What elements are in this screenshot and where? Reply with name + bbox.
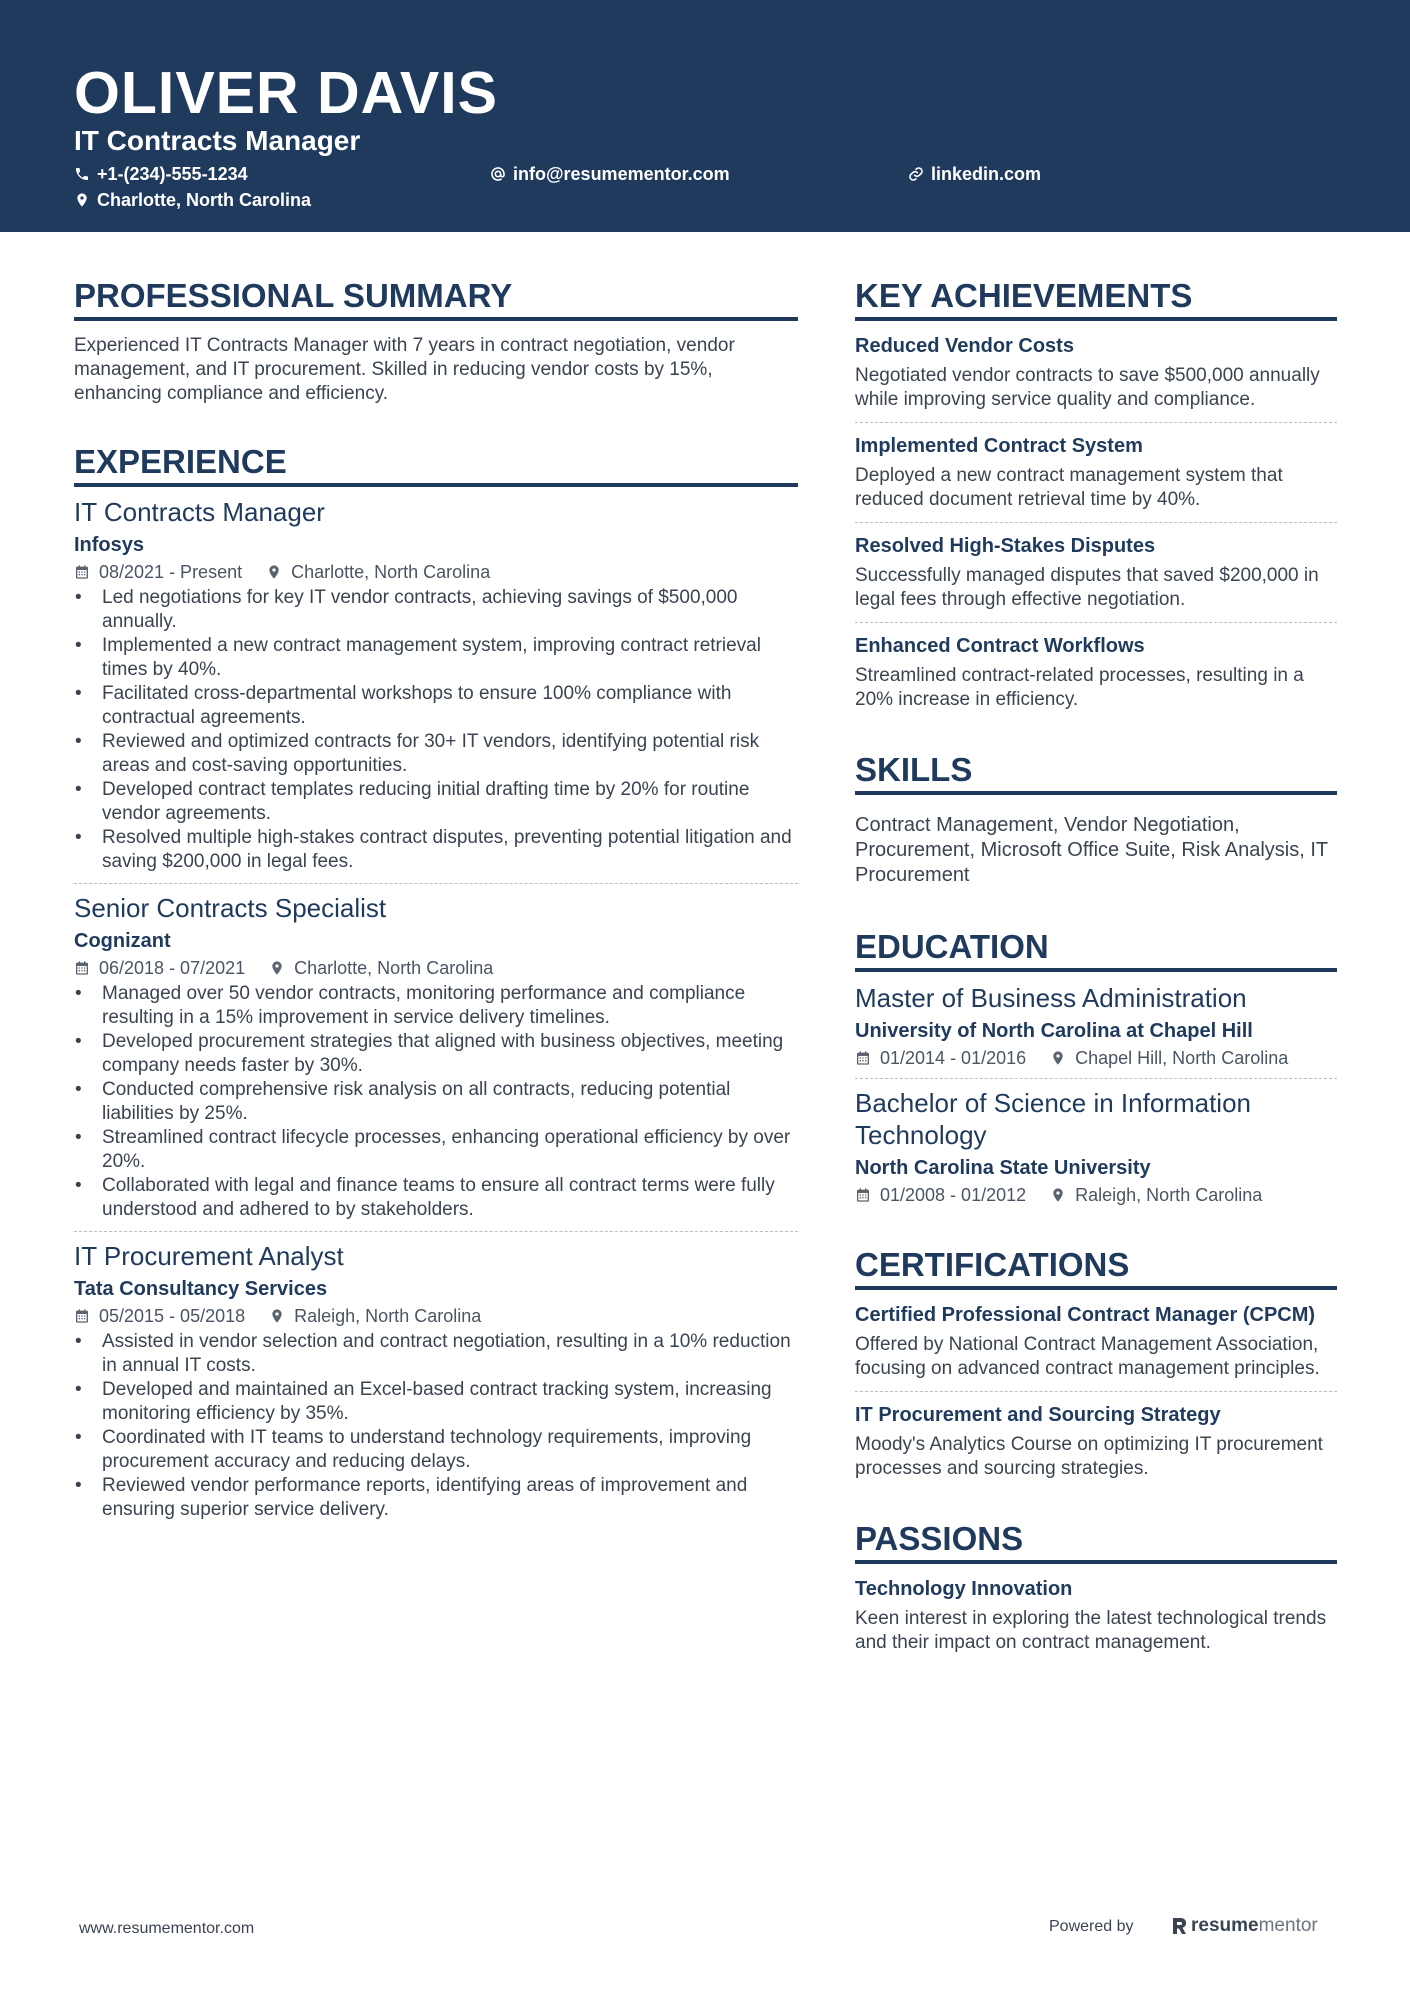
passion-title: Technology Innovation <box>855 1578 1073 1600</box>
job-meta <box>74 561 798 583</box>
bullet-item: • Reviewed and optimized contracts for 30+ IT vendors, identifying potential risk areas and cost-saving opportunities. <box>74 730 798 778</box>
resumementor-logo-icon <box>1171 1916 1187 1936</box>
location-pin-icon <box>1050 1050 1066 1066</box>
resume-header <box>0 0 1410 232</box>
achievement-item <box>855 333 1337 422</box>
skills-heading: SKILLS <box>855 750 1337 795</box>
job-title: IT Procurement Analyst <box>74 1241 344 1271</box>
footer-url[interactable]: www.resumementor.com <box>79 1920 255 1937</box>
achievement-desc: Successfully managed disputes that saved $200,000 in legal fees through effective negotiation. <box>855 565 1319 610</box>
education-meta <box>855 1047 1337 1069</box>
passions-section <box>855 1519 1337 1655</box>
experience-section <box>74 442 798 1522</box>
bullet-item: • Led negotiations for key IT vendor contracts, achieving savings of $500,000 annually. <box>74 586 798 634</box>
link-icon <box>908 166 924 182</box>
bullet-item: • Developed contract templates reducing initial drafting time by 20% for routine vendor agreements. <box>74 778 798 826</box>
bullet-item: • Reviewed vendor performance reports, identifying areas of improvement and ensuring superior service delivery. <box>74 1474 798 1522</box>
education-location: Raleigh, North Carolina <box>1075 1185 1263 1205</box>
bullet-item: • Developed procurement strategies that aligned with business objectives, meeting company needs faster by 30%. <box>74 1030 798 1078</box>
powered-by-label: Powered by <box>1049 1918 1134 1935</box>
bullet-item: • Managed over 50 vendor contracts, monitoring performance and compliance resulting in a 15% improvement in service delivery timelines. <box>74 982 798 1030</box>
brand-logo[interactable] <box>1171 1915 1318 1937</box>
job-company: Cognizant <box>74 930 171 952</box>
job-title: Senior Contracts Specialist <box>74 893 387 923</box>
education-section <box>855 927 1337 1206</box>
bullet-item: • Streamlined contract lifecycle processes, enhancing operational efficiency by over 20%. <box>74 1126 798 1174</box>
passions-heading: PASSIONS <box>855 1519 1337 1564</box>
job-dates: 08/2021 - Present <box>99 562 243 582</box>
job-dates: 06/2018 - 07/2021 <box>99 958 246 978</box>
achievement-desc: Streamlined contract-related processes, resulting in a 20% increase in efficiency. <box>855 665 1304 710</box>
calendar-icon <box>74 960 90 976</box>
location-pin-icon <box>269 1308 285 1324</box>
location-pin-icon <box>269 960 285 976</box>
passion-item <box>855 1576 1337 1655</box>
bullet-item: • Assisted in vendor selection and contract negotiation, resulting in a 10% reduction in annual IT costs. <box>74 1330 798 1378</box>
achievement-title: Implemented Contract System <box>855 435 1143 457</box>
calendar-icon <box>74 1308 90 1324</box>
bullet-item: • Facilitated cross-departmental workshops to ensure 100% compliance with contractual agreements. <box>74 682 798 730</box>
achievement-item <box>855 533 1337 622</box>
job-title: IT Contracts Manager <box>74 497 325 527</box>
candidate-name: OLIVER DAVIS <box>74 60 498 126</box>
education-heading: EDUCATION <box>855 927 1337 972</box>
achievement-item <box>855 633 1337 712</box>
certifications-heading: CERTIFICATIONS <box>855 1245 1337 1290</box>
email-text[interactable]: info@resumementor.com <box>513 164 730 184</box>
contact-linkedin[interactable] <box>908 163 1041 185</box>
job-company: Tata Consultancy Services <box>74 1278 328 1300</box>
divider <box>855 1078 1337 1079</box>
calendar-icon <box>74 564 90 580</box>
job-meta <box>74 957 798 979</box>
divider <box>855 422 1337 423</box>
education-dates: 01/2014 - 01/2016 <box>880 1048 1027 1068</box>
certification-desc: Moody's Analytics Course on optimizing IT procurement processes and sourcing strategies. <box>855 1434 1323 1479</box>
achievement-title: Resolved High-Stakes Disputes <box>855 535 1156 557</box>
education-item <box>855 982 1337 1078</box>
achievements-heading: KEY ACHIEVEMENTS <box>855 276 1337 321</box>
calendar-icon <box>855 1187 871 1203</box>
achievement-title: Reduced Vendor Costs <box>855 335 1074 357</box>
summary-text: Experienced IT Contracts Manager with 7 years in contract negotiation, vendor management, and IT procurement. Skilled in reducing vendor costs by 15%, enhancing compliance and efficiency. <box>74 335 735 404</box>
left-column <box>74 276 798 1522</box>
job-company: Infosys <box>74 534 145 556</box>
divider <box>855 522 1337 523</box>
certification-item <box>855 1402 1337 1481</box>
achievement-title: Enhanced Contract Workflows <box>855 635 1145 657</box>
certification-title: IT Procurement and Sourcing Strategy <box>855 1404 1221 1426</box>
at-icon <box>490 166 506 182</box>
school-name: University of North Carolina at Chapel Hill <box>855 1020 1253 1042</box>
summary-heading: PROFESSIONAL SUMMARY <box>74 276 798 321</box>
achievements-section <box>855 276 1337 712</box>
job-meta <box>74 1305 798 1327</box>
job-entry <box>74 892 798 1231</box>
bullet-item: • Coordinated with IT teams to understand technology requirements, improving procurement accuracy and reducing delays. <box>74 1426 798 1474</box>
job-entry <box>74 1240 798 1522</box>
candidate-title: IT Contracts Manager <box>74 125 361 156</box>
experience-heading: EXPERIENCE <box>74 442 798 487</box>
divider <box>855 622 1337 623</box>
brand-bold: resume <box>1191 1915 1259 1936</box>
brand-light: mentor <box>1258 1915 1318 1936</box>
divider <box>855 1391 1337 1392</box>
job-bullets <box>74 1330 798 1522</box>
job-bullets <box>74 586 798 874</box>
passion-desc: Keen interest in exploring the latest technological trends and their impact on contract management. <box>855 1608 1327 1653</box>
job-dates: 05/2015 - 05/2018 <box>99 1306 246 1326</box>
achievement-item <box>855 433 1337 522</box>
location-text: Charlotte, North Carolina <box>97 190 312 210</box>
divider <box>74 883 798 884</box>
education-dates: 01/2008 - 01/2012 <box>880 1185 1027 1205</box>
bullet-item: • Collaborated with legal and finance teams to ensure all contract terms were fully understood and adhered to by stakeholders. <box>74 1174 798 1222</box>
degree-title: Bachelor of Science in Information Technology <box>855 1088 1251 1150</box>
linkedin-text[interactable]: linkedin.com <box>931 164 1042 184</box>
skills-text: Contract Management, Vendor Negotiation, Procurement, Microsoft Office Suite, Risk Analysis, IT Procurement <box>855 814 1328 886</box>
summary-section <box>74 276 798 406</box>
job-location: Raleigh, North Carolina <box>294 1306 482 1326</box>
education-meta <box>855 1184 1337 1206</box>
achievement-desc: Negotiated vendor contracts to save $500,000 annually while improving service quality and compliance. <box>855 365 1320 410</box>
job-location: Charlotte, North Carolina <box>291 562 491 582</box>
right-column <box>855 276 1337 1655</box>
job-entry <box>74 496 798 883</box>
bullet-item: • Implemented a new contract management system, improving contract retrieval times by 40%. <box>74 634 798 682</box>
bullet-item: • Resolved multiple high-stakes contract disputes, preventing potential litigation and saving $200,000 in legal fees. <box>74 826 798 874</box>
location-pin-icon <box>1050 1187 1066 1203</box>
contact-email[interactable] <box>490 163 730 185</box>
certification-title: Certified Professional Contract Manager (CPCM) <box>855 1304 1316 1326</box>
education-item <box>855 1087 1337 1206</box>
certifications-section <box>855 1245 1337 1481</box>
bullet-item: • Conducted comprehensive risk analysis on all contracts, reducing potential liabilities by 25%. <box>74 1078 798 1126</box>
achievement-desc: Deployed a new contract management system that reduced document retrieval time by 40%. <box>855 465 1283 510</box>
location-pin-icon <box>266 564 282 580</box>
divider <box>74 1231 798 1232</box>
certification-item <box>855 1302 1337 1391</box>
bullet-item: • Developed and maintained an Excel-based contract tracking system, increasing monitoring efficiency by 35%. <box>74 1378 798 1426</box>
calendar-icon <box>855 1050 871 1066</box>
contact-phone <box>74 163 248 185</box>
location-pin-icon <box>74 192 90 208</box>
job-bullets <box>74 982 798 1222</box>
phone-icon <box>74 166 90 182</box>
certification-desc: Offered by National Contract Management Association, focusing on advanced contract management principles. <box>855 1334 1320 1379</box>
education-location: Chapel Hill, North Carolina <box>1075 1048 1289 1068</box>
school-name: North Carolina State University <box>855 1157 1151 1179</box>
degree-title: Master of Business Administration <box>855 983 1247 1013</box>
job-location: Charlotte, North Carolina <box>294 958 494 978</box>
contact-location <box>74 189 311 211</box>
skills-section <box>855 750 1337 888</box>
phone-text: +1-(234)-555-1234 <box>97 164 248 184</box>
